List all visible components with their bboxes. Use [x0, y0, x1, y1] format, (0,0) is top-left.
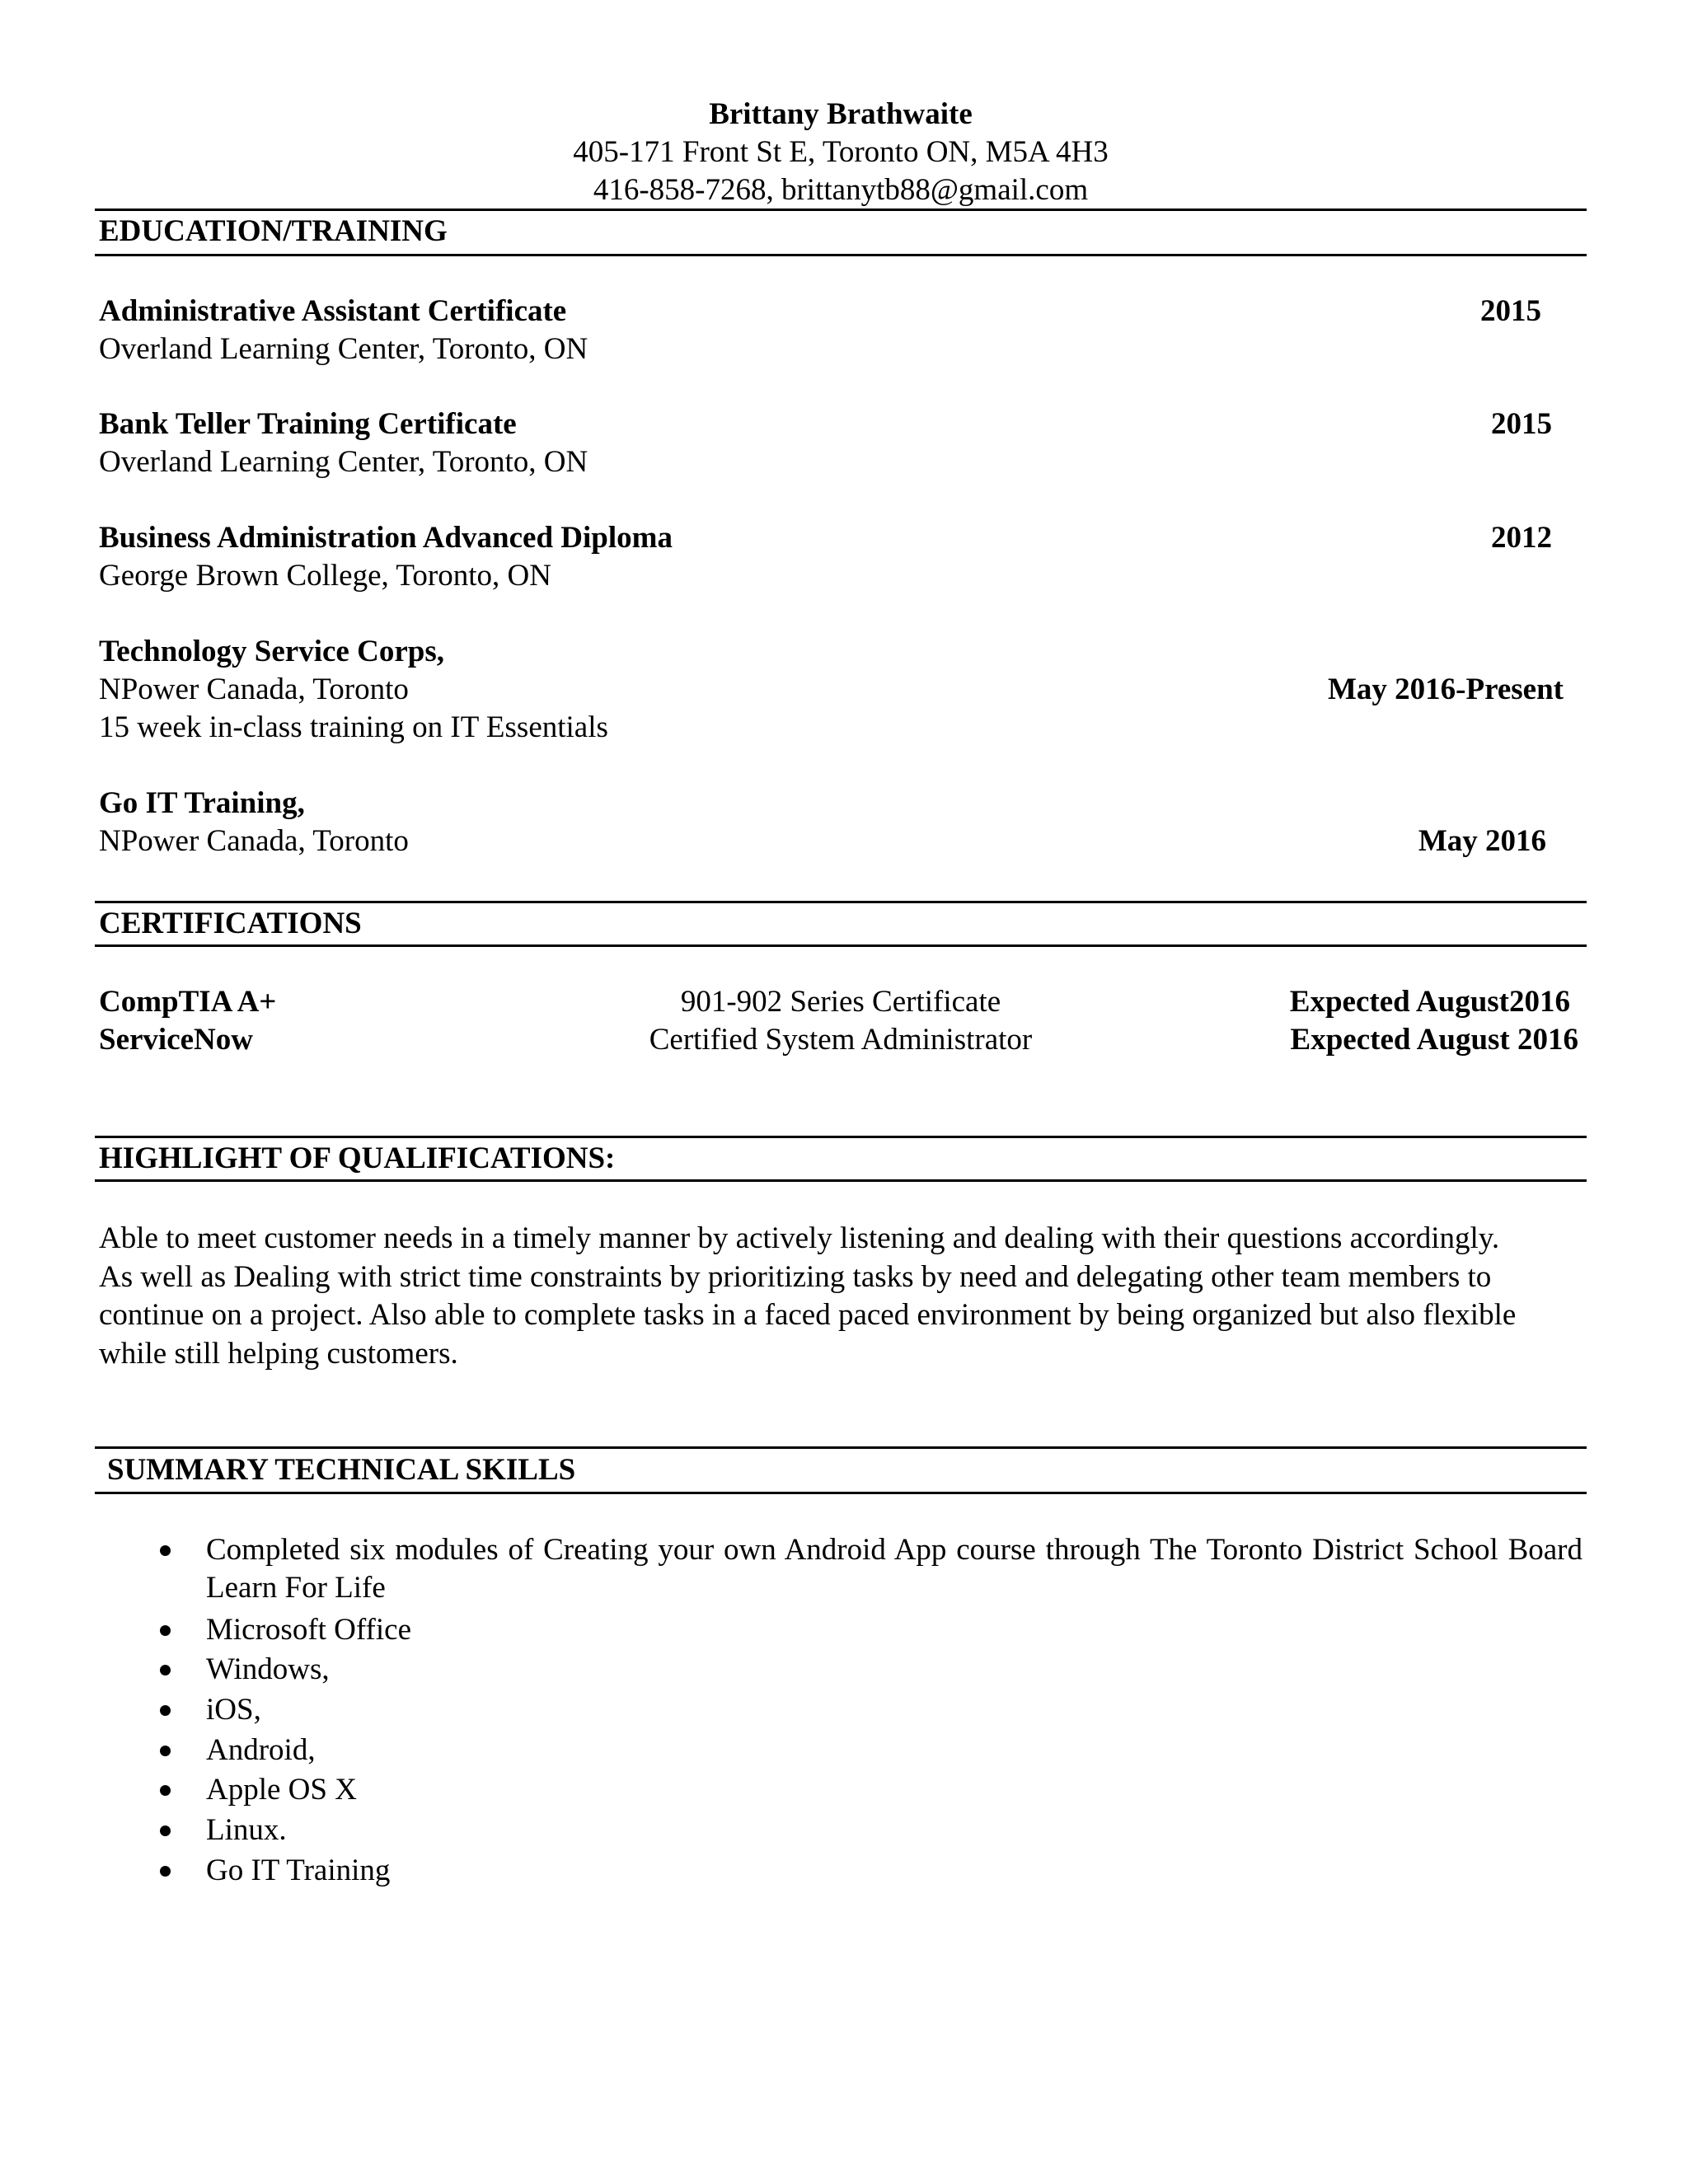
- qualifications-paragraph: Able to meet customer needs in a timely manner by actively listening and dealing with their questions accordingly. As well as Dealing with strict time constraints by prioritizing tasks by need and delegating other team members to continue on a project. Also able to complete tasks in a faced paced environment by being organized but also flexible while still helping customers.: [99, 1221, 1517, 1371]
- list-item-text: iOS,: [206, 1693, 261, 1727]
- list-item-text: Windows,: [206, 1652, 330, 1686]
- list-item-text: Linux.: [206, 1813, 287, 1847]
- bullet-icon: [160, 1866, 171, 1877]
- education-entry-institution: Overland Learning Center, Toronto, ON: [99, 445, 588, 479]
- bullet-icon: [160, 1825, 171, 1836]
- bullet-icon: [160, 1746, 171, 1756]
- candidate-contact: 416-858-7268, brittanytb88@gmail.com: [593, 173, 1089, 207]
- certification-description: Certified System Administrator: [649, 1023, 1033, 1057]
- bullet-icon: [160, 1625, 171, 1636]
- candidate-address: 405-171 Front St E, Toronto ON, M5A 4H3: [573, 135, 1109, 169]
- list-item-text: Completed six modules of Creating your own Android App course through The Toronto District School Board Learn For Life: [206, 1533, 1582, 1605]
- education-entry-date: 2015: [1491, 407, 1552, 441]
- education-section-title: EDUCATION/TRAINING: [99, 214, 448, 248]
- section-rule-bottom: [95, 1179, 1587, 1182]
- education-entry-name: Administrative Assistant Certificate: [99, 294, 567, 328]
- list-item-text: Go IT Training: [206, 1854, 391, 1887]
- certification-name: ServiceNow: [99, 1023, 253, 1057]
- section-rule-bottom: [95, 254, 1587, 256]
- section-rule-bottom: [95, 944, 1587, 947]
- education-entry-name: Go IT Training,: [99, 786, 305, 820]
- certification-date: Expected August 2016: [1290, 1023, 1578, 1057]
- education-entry-name: Business Administration Advanced Diploma: [99, 521, 673, 555]
- section-rule-bottom: [95, 1492, 1587, 1494]
- section-rule-top: [95, 901, 1587, 903]
- education-entry-date: May 2016-Present: [1328, 673, 1564, 706]
- section-rule-top: [95, 1136, 1587, 1138]
- list-item-text: Microsoft Office: [206, 1613, 411, 1647]
- bullet-icon: [160, 1545, 171, 1556]
- section-rule-top: [95, 1446, 1587, 1449]
- education-entry-institution: George Brown College, Toronto, ON: [99, 559, 551, 593]
- certification-name: CompTIA A+: [99, 985, 277, 1019]
- education-entry-date: 2015: [1480, 294, 1541, 328]
- education-entry-name: Technology Service Corps,: [99, 635, 444, 668]
- certification-date: Expected August2016: [1289, 985, 1570, 1019]
- qualifications-section-title: HIGHLIGHT OF QUALIFICATIONS:: [99, 1141, 616, 1175]
- certification-description: 901-902 Series Certificate: [680, 985, 1001, 1019]
- list-item-text: Android,: [206, 1733, 316, 1767]
- education-entry-institution: NPower Canada, Toronto: [99, 824, 409, 858]
- section-rule-top: [95, 209, 1587, 211]
- education-entry-name: Bank Teller Training Certificate: [99, 407, 517, 441]
- education-entry-date: 2012: [1491, 521, 1552, 555]
- bullet-icon: [160, 1705, 171, 1716]
- education-entry-date: May 2016: [1418, 824, 1546, 858]
- skills-section-title: SUMMARY TECHNICAL SKILLS: [107, 1453, 576, 1487]
- candidate-name: Brittany Brathwaite: [709, 97, 973, 131]
- education-entry-institution: NPower Canada, Toronto: [99, 673, 409, 706]
- certifications-section-title: CERTIFICATIONS: [99, 907, 362, 940]
- education-entry-detail: 15 week in-class training on IT Essentials: [99, 710, 608, 744]
- list-item-text: Apple OS X: [206, 1773, 357, 1807]
- bullet-icon: [160, 1665, 171, 1675]
- education-entry-institution: Overland Learning Center, Toronto, ON: [99, 332, 588, 366]
- bullet-icon: [160, 1785, 171, 1796]
